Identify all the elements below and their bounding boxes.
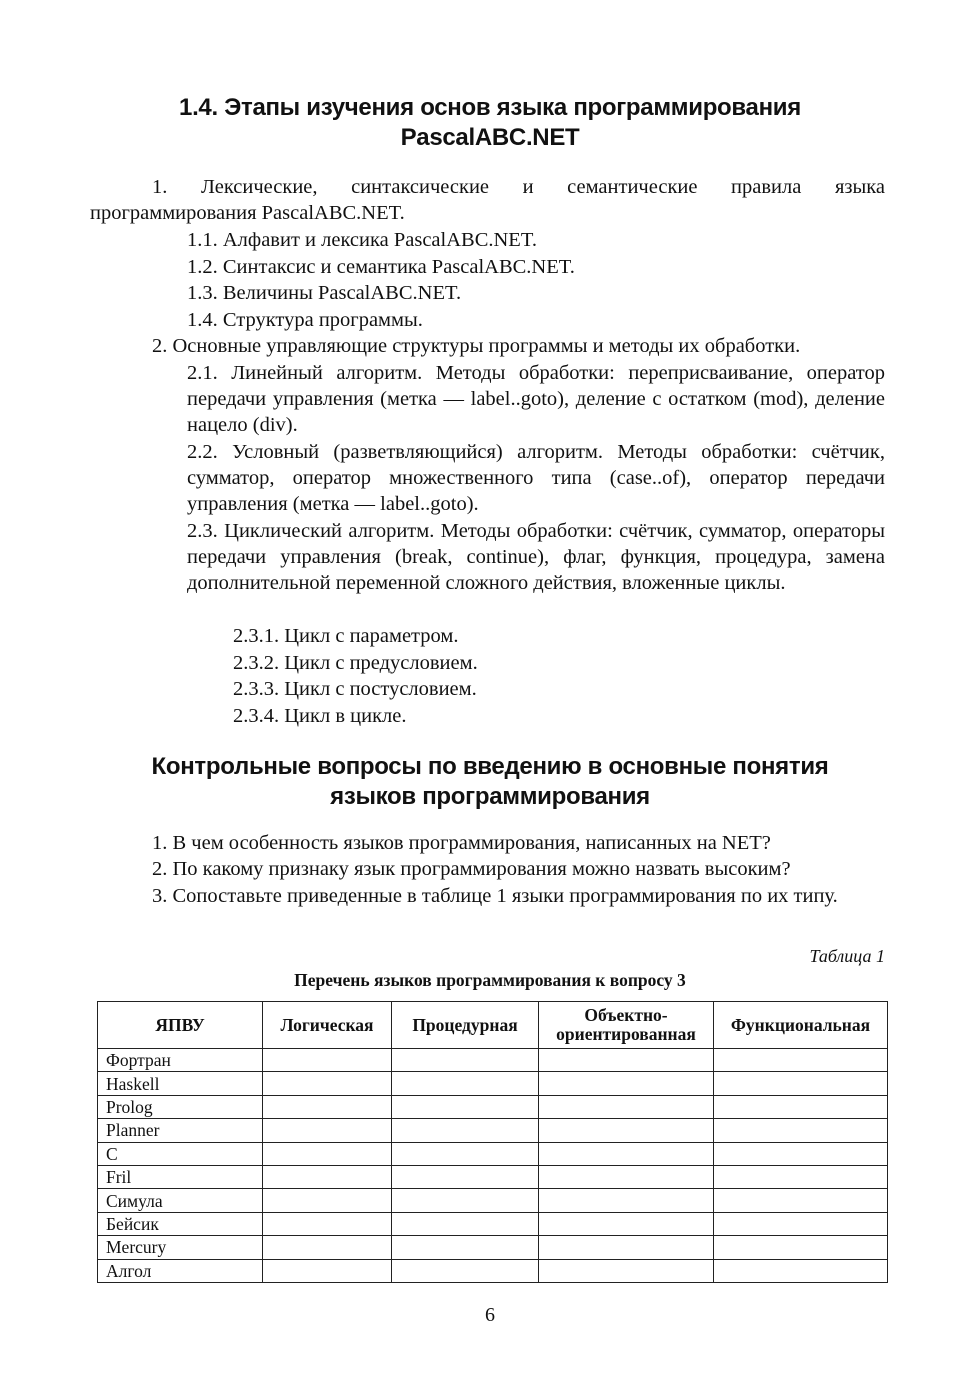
- language-name: Бейсик: [98, 1212, 263, 1235]
- language-name: Фортран: [98, 1049, 263, 1072]
- section-heading-line1: 1.4. Этапы изучения основ языка программирования: [179, 94, 801, 121]
- item-1: 1. Лексические, синтаксические и семантические правила языка программирования PascalABC.NET.: [90, 176, 885, 225]
- question-1: 1. В чем особенность языков программирования, написанных на NET?: [152, 832, 771, 854]
- header-ypvu: ЯПВУ: [98, 1002, 263, 1049]
- header-procedural: Процедурная: [392, 1002, 539, 1049]
- questions-heading-line2: языков программирования: [330, 783, 650, 810]
- item-2-3-2: 2.3.2. Цикл с предусловием.: [233, 651, 478, 674]
- question-2: 2. По какому признаку язык программирования можно назвать высоким?: [152, 858, 791, 881]
- language-name: Prolog: [98, 1095, 263, 1118]
- item-1-4: 1.4. Структура программы.: [187, 308, 423, 331]
- item-2-2: 2.2. Условный (разветвляющийся) алгоритм. Методы обработки: счётчик, сумматор, оператор множественного типа (case..of), оператор передачи управления (метка — label..goto).: [187, 440, 885, 516]
- table-row: [98, 1189, 888, 1212]
- item-2: 2. Основные управляющие структуры программы и методы их обработки.: [152, 335, 801, 357]
- header-object-oriented: Объектно- ориентированная: [539, 1002, 714, 1049]
- language-name: Алгол: [98, 1259, 263, 1282]
- section-heading: [90, 93, 890, 153]
- item-2-3: 2.3. Циклический алгоритм. Методы обработки: счётчик, сумматор, операторы передачи управления (break, continue), флаг, функция, процедура, замена дополнительной переменной сложного действия, вложенные циклы.: [187, 519, 885, 595]
- table-row: [98, 1095, 888, 1118]
- language-name: Haskell: [98, 1072, 263, 1095]
- section-heading-line2: PascalABC.NET: [400, 124, 580, 151]
- language-name: Mercury: [98, 1236, 263, 1259]
- table-header-row: [98, 1002, 888, 1049]
- table-label: Таблица 1: [809, 946, 885, 966]
- table-row: [98, 1119, 888, 1142]
- item-2-3-1: 2.3.1. Цикл с параметром.: [233, 625, 459, 647]
- table-row: [98, 1236, 888, 1259]
- table-row: [98, 1072, 888, 1095]
- table-row: [98, 1142, 888, 1165]
- item-2-3-3: 2.3.3. Цикл с постусловием.: [233, 678, 477, 700]
- languages-table: [97, 1001, 888, 1283]
- question-3: 3. Сопоставьте приведенные в таблице 1 языки программирования по их типу.: [152, 884, 838, 907]
- table-row: [98, 1259, 888, 1282]
- questions-list: [90, 830, 885, 909]
- table-row: [98, 1212, 888, 1235]
- item-2-1: 2.1. Линейный алгоритм. Методы обработки: переприсваивание, оператор передачи управления (метка — label..goto), деление с остатком (mod), деление нацело (div).: [187, 361, 885, 437]
- item-1-1: 1.1. Алфавит и лексика PascalABC.NET.: [187, 229, 537, 251]
- language-name: Симула: [98, 1189, 263, 1212]
- page-number: 6: [485, 1304, 495, 1326]
- table-row: [98, 1049, 888, 1072]
- item-1-2: 1.2. Синтаксис и семантика PascalABC.NET.: [187, 255, 575, 278]
- item-2-3-4: 2.3.4. Цикл в цикле.: [233, 704, 407, 727]
- item-1-3: 1.3. Величины PascalABC.NET.: [187, 282, 462, 304]
- table-row: [98, 1165, 888, 1188]
- table-title: Перечень языков программирования к вопросу 3: [294, 970, 686, 990]
- questions-heading: [90, 752, 890, 812]
- language-name: Fril: [98, 1165, 263, 1188]
- header-logical: Логическая: [263, 1002, 392, 1049]
- language-name: C: [98, 1142, 263, 1165]
- language-name: Planner: [98, 1119, 263, 1142]
- header-functional: Функциональная: [714, 1002, 888, 1049]
- questions-heading-line1: Контрольные вопросы по введению в основные понятия: [151, 753, 829, 780]
